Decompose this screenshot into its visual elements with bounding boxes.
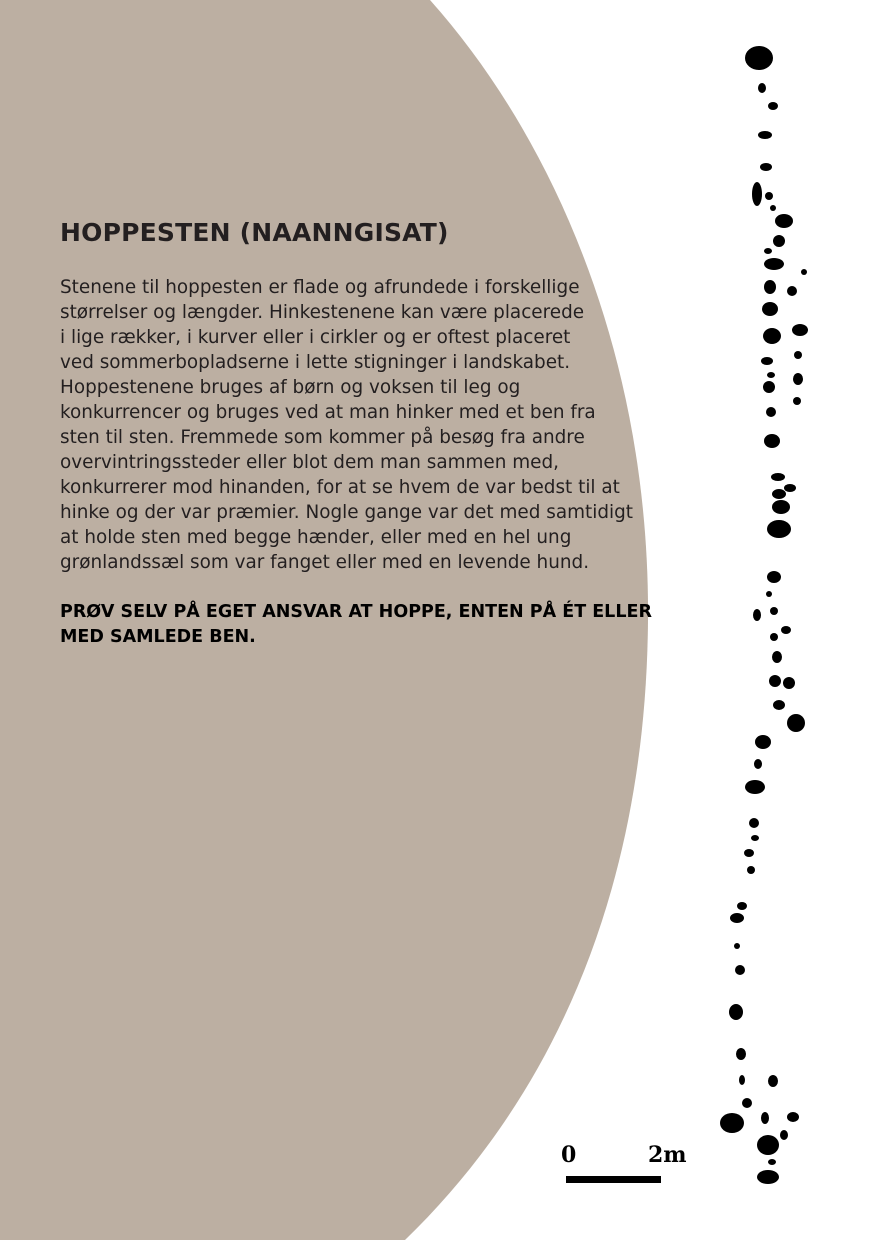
- stone-mark: [745, 780, 765, 794]
- scale-bar-line: [566, 1176, 661, 1183]
- stone-mark: [787, 1112, 799, 1122]
- scale-end-label: 2m: [648, 1142, 687, 1168]
- stone-mark: [762, 302, 778, 316]
- stone-mark: [770, 607, 778, 615]
- stone-mark: [729, 1004, 743, 1020]
- stone-mark: [742, 1098, 752, 1108]
- stone-mark: [764, 258, 784, 270]
- body-line: at holde sten med begge hænder, eller med en hel ung: [60, 527, 572, 548]
- body-line: Hoppestenene bruges af børn og voksen til leg og: [60, 377, 521, 398]
- callout-line: MED SAMLEDE BEN.: [60, 627, 256, 647]
- stone-mark: [764, 280, 776, 294]
- stone-mark: [766, 407, 776, 417]
- stone-mark: [758, 131, 772, 139]
- stone-mark: [775, 214, 793, 228]
- content-block: [60, 218, 652, 668]
- stone-mark: [757, 1135, 779, 1155]
- stone-mark: [794, 351, 802, 359]
- body-line: hinke og der var præmier. Nogle gange var det med samtidigt: [60, 502, 633, 523]
- stone-mark: [736, 1048, 746, 1060]
- stone-mark: [767, 520, 791, 538]
- stone-mark: [730, 913, 744, 923]
- stone-mark: [747, 866, 755, 874]
- stone-mark: [772, 500, 790, 514]
- stone-mark: [735, 965, 745, 975]
- stone-mark: [787, 714, 805, 732]
- stone-mark: [768, 102, 778, 110]
- stone-mark: [761, 1112, 769, 1124]
- stone-mark: [770, 205, 776, 211]
- page-title: HOPPESTEN (NAANNGISAT): [60, 218, 449, 247]
- stone-mark: [757, 1170, 779, 1184]
- stone-mark: [801, 269, 807, 275]
- stone-mark: [793, 397, 801, 405]
- stone-mark: [766, 591, 772, 597]
- callout-instruction: [60, 600, 652, 650]
- stone-mark: [758, 83, 766, 93]
- stone-mark: [761, 357, 773, 365]
- stone-mark: [754, 759, 762, 769]
- body-paragraph: [60, 275, 640, 575]
- stone-mark: [734, 943, 740, 949]
- stone-mark: [744, 849, 754, 857]
- stone-mark: [753, 609, 761, 621]
- stone-mark: [769, 675, 781, 687]
- stone-mark: [784, 484, 796, 492]
- stone-mark: [770, 633, 778, 641]
- scale-bar-legend: [560, 1140, 690, 1190]
- stone-mark: [739, 1075, 745, 1085]
- stone-mark: [768, 1075, 778, 1087]
- stone-mark: [751, 835, 759, 841]
- body-line: ved sommerbopladserne i lette stigninger i landskabet.: [60, 352, 571, 373]
- stone-mark: [745, 46, 773, 70]
- stone-mark: [771, 473, 785, 481]
- body-line: størrelser og længder. Hinkestenene kan være placerede: [60, 302, 585, 323]
- stone-mark: [764, 248, 772, 254]
- body-line: Stenene til hoppesten er flade og afrundede i forskellige: [60, 277, 580, 298]
- body-line: overvintringssteder eller blot dem man sammen med,: [60, 452, 559, 473]
- stone-mark: [787, 286, 797, 296]
- stone-mark: [781, 626, 791, 634]
- body-line: konkurrencer og bruges ved at man hinker med et ben fra: [60, 402, 596, 423]
- stone-mark: [755, 735, 771, 749]
- body-line: i lige rækker, i kurver eller i cirkler og er oftest placeret: [60, 327, 571, 348]
- stone-mark: [772, 651, 782, 663]
- stone-mark: [763, 328, 781, 344]
- stone-mark: [764, 434, 780, 448]
- callout-line: PRØV SELV PÅ EGET ANSVAR AT HOPPE, ENTEN PÅ ÉT ELLER: [60, 602, 652, 622]
- body-line: konkurrerer mod hinanden, for at se hvem de var bedst til at: [60, 477, 620, 498]
- stone-mark: [760, 163, 772, 171]
- stone-mark: [780, 1130, 788, 1140]
- body-line: grønlandssæl som var fanget eller med en levende hund.: [60, 552, 590, 573]
- stone-mark: [773, 700, 785, 710]
- stone-mark: [772, 489, 786, 499]
- stone-mark: [765, 192, 773, 200]
- stone-mark: [763, 381, 775, 393]
- stone-mark: [767, 571, 781, 583]
- stone-mark: [749, 818, 759, 828]
- stone-mark: [767, 372, 775, 378]
- stone-mark: [768, 1159, 776, 1165]
- scale-start-label: 0: [561, 1142, 577, 1168]
- stone-mark: [737, 902, 747, 910]
- stone-mark: [773, 235, 785, 247]
- stone-mark: [720, 1113, 744, 1133]
- stone-mark: [783, 677, 795, 689]
- body-line: sten til sten. Fremmede som kommer på besøg fra andre: [60, 427, 585, 448]
- stone-mark: [752, 182, 762, 206]
- stone-mark: [792, 324, 808, 336]
- stone-mark: [793, 373, 803, 385]
